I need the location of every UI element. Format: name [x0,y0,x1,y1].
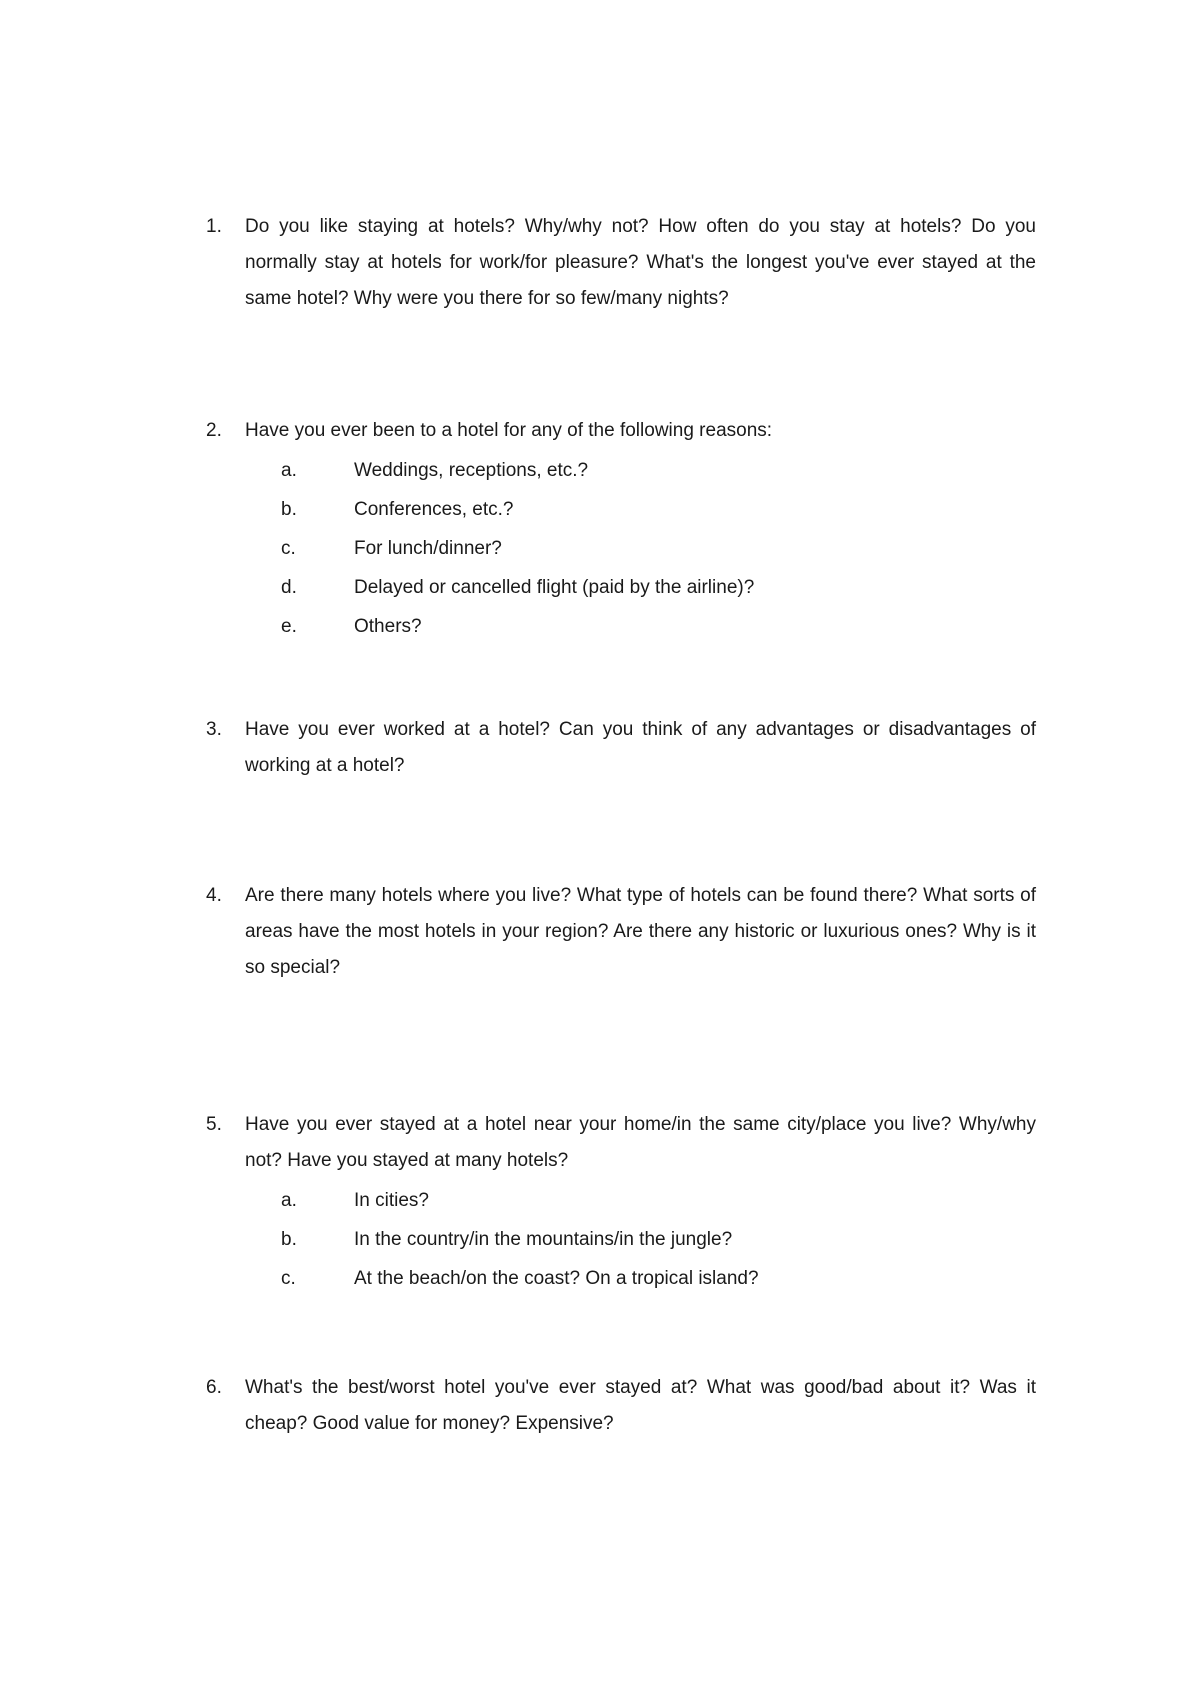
sub-question-letter: b. [281,1229,297,1250]
sub-question-text: Weddings, receptions, etc.? [354,460,589,481]
question-number: 5. [206,1114,222,1135]
sub-question-text: Delayed or cancelled flight (paid by the airline)? [354,577,755,598]
question-2 [206,413,1036,646]
sub-question-letter: a. [281,1190,297,1211]
question-number: 4. [206,885,222,906]
question-number: 1. [206,216,222,237]
sub-question-text: For lunch/dinner? [354,538,502,559]
sub-question-item [281,490,1036,529]
question-text: Do you like staying at hotels? Why/why not? How often do you stay at hotels? Do you normally stay at hotels for work/for pleasure? What's the longest you've ever stayed at the same hotel? Why were you there for so few/many nights? [245,216,1036,309]
question-text: Are there many hotels where you live? What type of hotels can be found there? What sorts of areas have the most hotels in your region? Are there any historic or luxurious ones? Why is it so special? [245,885,1036,978]
sub-question-item [281,607,1036,646]
sub-question-text: Conferences, etc.? [354,499,514,520]
question-text: What's the best/worst hotel you've ever stayed at? What was good/bad about it? Was it cheap? Good value for money? Expensive? [245,1377,1036,1434]
sub-question-list [281,1181,1036,1298]
sub-question-letter: d. [281,577,297,598]
sub-question-item [281,1220,1036,1259]
question-1 [206,209,1036,317]
question-5 [206,1107,1036,1298]
sub-question-item [281,451,1036,490]
question-4 [206,878,1036,986]
sub-question-list [281,451,1036,646]
sub-question-letter: e. [281,616,297,637]
sub-question-text: In cities? [354,1190,429,1211]
question-text: Have you ever worked at a hotel? Can you think of any advantages or disadvantages of working at a hotel? [245,719,1036,776]
sub-question-text: Others? [354,616,422,637]
sub-question-letter: c. [281,1268,296,1289]
sub-question-letter: b. [281,499,297,520]
question-text: Have you ever been to a hotel for any of the following reasons: [245,420,773,441]
question-text: Have you ever stayed at a hotel near your home/in the same city/place you live? Why/why not? Have you stayed at many hotels? [245,1114,1036,1171]
sub-question-text: In the country/in the mountains/in the jungle? [354,1229,733,1250]
sub-question-item [281,568,1036,607]
sub-question-letter: a. [281,460,297,481]
sub-question-item [281,1259,1036,1298]
question-number: 6. [206,1377,222,1398]
question-number: 2. [206,420,222,441]
sub-question-letter: c. [281,538,296,559]
sub-question-item [281,529,1036,568]
question-number: 3. [206,719,222,740]
sub-question-item [281,1181,1036,1220]
question-6 [206,1370,1036,1442]
question-3 [206,712,1036,784]
sub-question-text: At the beach/on the coast? On a tropical island? [354,1268,759,1289]
